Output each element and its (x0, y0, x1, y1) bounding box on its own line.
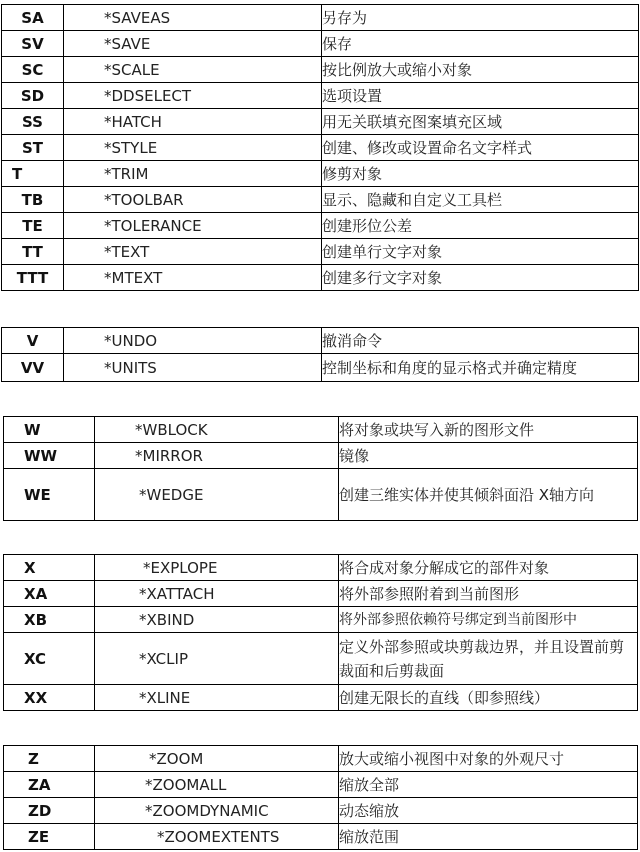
table-row (2, 5, 639, 31)
command-name: *SAVE (64, 31, 322, 57)
shortcut-table-x (3, 554, 638, 711)
command-name: *TEXT (64, 239, 322, 265)
command-description: 另存为 (322, 5, 639, 31)
table-row (4, 443, 638, 469)
command-name: *ZOOMDYNAMIC (95, 798, 339, 824)
shortcut-key: X (4, 555, 95, 581)
table-row (2, 265, 639, 291)
shortcut-table-w (3, 416, 638, 521)
shortcut-table-v (1, 327, 639, 382)
table-row (4, 633, 638, 685)
command-description: 保存 (322, 31, 639, 57)
table-row (4, 469, 638, 521)
shortcut-key: SC (2, 57, 64, 83)
command-description: 选项设置 (322, 83, 639, 109)
shortcut-key: SV (2, 31, 64, 57)
command-name: *TOOLBAR (64, 187, 322, 213)
shortcut-key: ST (2, 135, 64, 161)
command-name: *UNDO (64, 328, 322, 354)
shortcut-key: ZE (4, 824, 95, 850)
shortcut-key: TTT (2, 265, 64, 291)
command-description: 创建单行文字对象 (322, 239, 639, 265)
table-row (4, 607, 638, 633)
table-row (2, 328, 639, 354)
command-description: 定义外部参照或块剪裁边界，并且设置前剪裁面和后剪裁面 (339, 633, 638, 685)
command-description: 将外部参照附着到当前图形 (339, 581, 638, 607)
command-name: *TOLERANCE (64, 213, 322, 239)
shortcut-table-s-t (1, 4, 639, 291)
command-name: *XCLIP (95, 633, 339, 685)
table-row (2, 109, 639, 135)
command-name: *STYLE (64, 135, 322, 161)
shortcut-key: SD (2, 83, 64, 109)
shortcut-key: SS (2, 109, 64, 135)
command-description: 创建三维实体并使其倾斜面沿 X轴方向 (339, 469, 638, 521)
table-row (2, 57, 639, 83)
command-description: 创建多行文字对象 (322, 265, 639, 291)
command-description: 创建、修改或设置命名文字样式 (322, 135, 639, 161)
shortcut-key: WW (4, 443, 95, 469)
command-name: *XATTACH (95, 581, 339, 607)
command-description: 将合成对象分解成它的部件对象 (339, 555, 638, 581)
table-row (2, 354, 639, 382)
command-name: *WEDGE (95, 469, 339, 521)
shortcut-key: Z (4, 746, 95, 772)
table-row (2, 187, 639, 213)
shortcut-key: XC (4, 633, 95, 685)
table-row (2, 135, 639, 161)
command-description: 缩放范围 (339, 824, 638, 850)
table-row (4, 555, 638, 581)
command-name: *ZOOMEXTENTS (95, 824, 339, 850)
command-description: 创建无限长的直线（即参照线） (339, 685, 638, 711)
command-name: *MIRROR (95, 443, 339, 469)
shortcut-key: W (4, 417, 95, 443)
table-row (4, 417, 638, 443)
command-name: *ZOOMALL (95, 772, 339, 798)
command-description: 动态缩放 (339, 798, 638, 824)
command-name: *DDSELECT (64, 83, 322, 109)
shortcut-key: TT (2, 239, 64, 265)
shortcut-key: TB (2, 187, 64, 213)
shortcut-key: V (2, 328, 64, 354)
shortcut-key: XB (4, 607, 95, 633)
command-description: 修剪对象 (322, 161, 639, 187)
command-name: *MTEXT (64, 265, 322, 291)
command-name: *TRIM (64, 161, 322, 187)
command-name: *UNITS (64, 354, 322, 382)
command-name: *HATCH (64, 109, 322, 135)
table-row (2, 161, 639, 187)
command-description: 将对象或块写入新的图形文件 (339, 417, 638, 443)
command-name: *XBIND (95, 607, 339, 633)
shortcut-key: WE (4, 469, 95, 521)
shortcut-key: ZD (4, 798, 95, 824)
command-description: 撤消命令 (322, 328, 639, 354)
table-row (4, 581, 638, 607)
command-name: *WBLOCK (95, 417, 339, 443)
command-description: 将外部参照依赖符号绑定到当前图形中 (339, 607, 638, 633)
shortcut-key: SA (2, 5, 64, 31)
command-description: 缩放全部 (339, 772, 638, 798)
table-row (2, 31, 639, 57)
command-description: 控制坐标和角度的显示格式并确定精度 (322, 354, 639, 382)
table-row (2, 239, 639, 265)
shortcut-key: XA (4, 581, 95, 607)
table-row (2, 83, 639, 109)
command-name: *EXPLOPE (95, 555, 339, 581)
command-name: *SCALE (64, 57, 322, 83)
shortcut-key: ZA (4, 772, 95, 798)
table-row (4, 772, 638, 798)
shortcut-key: VV (2, 354, 64, 382)
command-name: *ZOOM (95, 746, 339, 772)
command-description: 按比例放大或缩小对象 (322, 57, 639, 83)
table-row (2, 213, 639, 239)
shortcut-table-z (3, 745, 638, 850)
command-name: *XLINE (95, 685, 339, 711)
shortcut-key: TE (2, 213, 64, 239)
shortcut-key: T (2, 161, 64, 187)
table-row (4, 685, 638, 711)
command-description: 显示、隐藏和自定义工具栏 (322, 187, 639, 213)
command-description: 创建形位公差 (322, 213, 639, 239)
table-row (4, 746, 638, 772)
command-description: 镜像 (339, 443, 638, 469)
command-description: 放大或缩小视图中对象的外观尺寸 (339, 746, 638, 772)
table-row (4, 824, 638, 850)
command-name: *SAVEAS (64, 5, 322, 31)
shortcut-key: XX (4, 685, 95, 711)
command-description: 用无关联填充图案填充区域 (322, 109, 639, 135)
table-row (4, 798, 638, 824)
